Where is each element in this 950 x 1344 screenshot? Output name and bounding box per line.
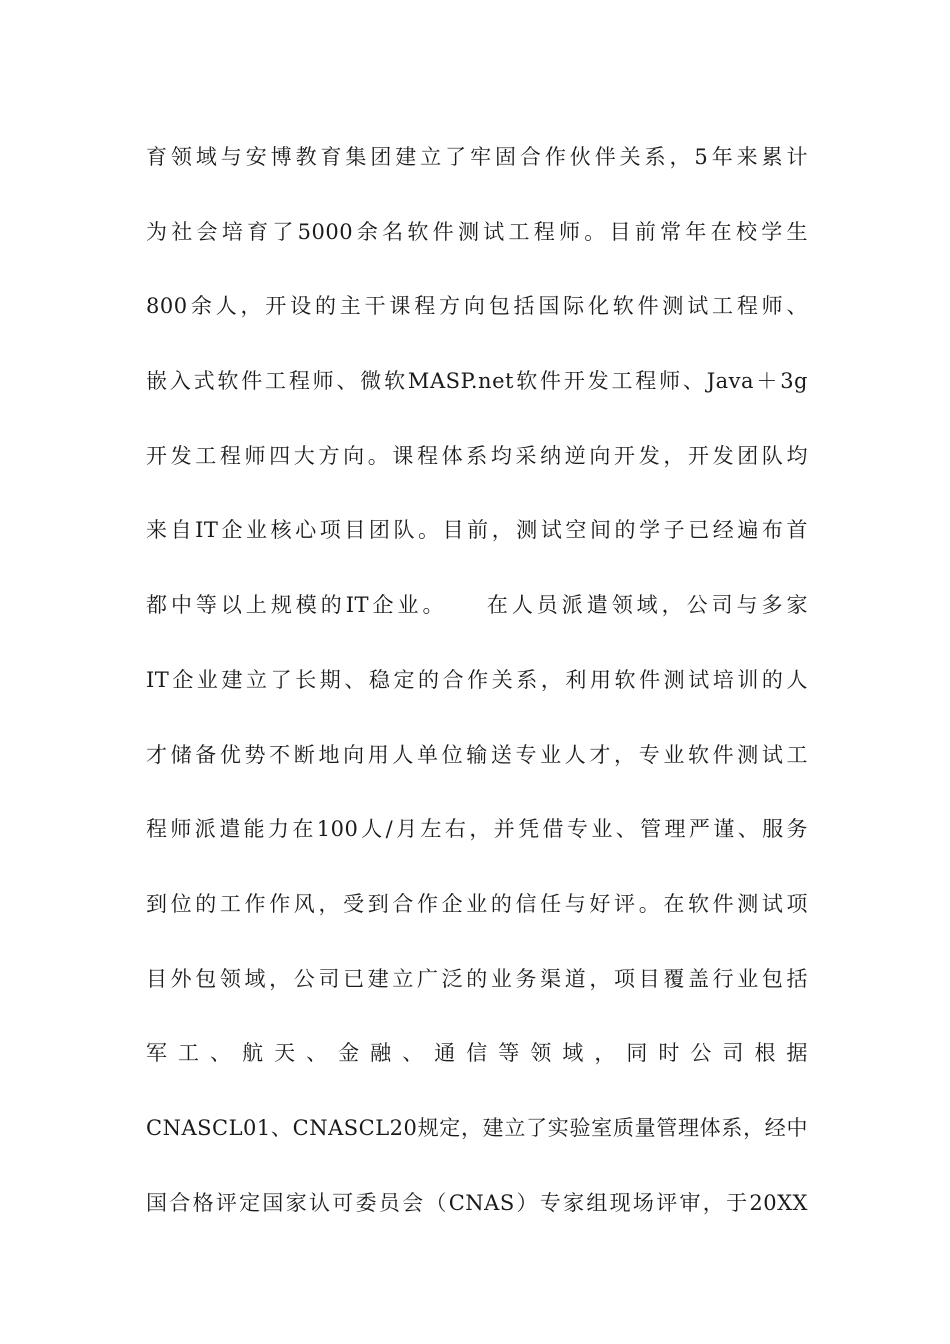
body-text bbox=[146, 135, 808, 1255]
text-line: 为社会培育了5000余名软件测试工程师。目前常年在校学生 bbox=[146, 219, 808, 244]
text-line: 才储备优势不断地向用人单位输送专业人才，专业软件测试工 bbox=[146, 742, 808, 767]
text-line: 嵌入式软件工程师、微软MASP.net软件开发工程师、Java＋3g bbox=[146, 369, 808, 394]
text-line: 开发工程师四大方向。课程体系均采纳逆向开发，开发团队均 bbox=[146, 443, 808, 468]
text-line: 都中等以上规模的IT企业。 在人员派遣领域，公司与多家 bbox=[146, 593, 808, 618]
text-line: 程师派遣能力在100人/月左右，并凭借专业、管理严谨、服务 bbox=[146, 817, 808, 842]
text-line: 国合格评定国家认可委员会（CNAS）专家组现场评审，于20XX bbox=[146, 1190, 808, 1215]
text-line: IT企业建立了长期、稳定的合作关系，利用软件测试培训的人 bbox=[146, 667, 808, 692]
text-line: 到位的工作作风，受到合作企业的信任与好评。在软件测试项 bbox=[146, 891, 808, 916]
text-line: 目外包领域，公司已建立广泛的业务渠道，项目覆盖行业包括 bbox=[146, 966, 808, 991]
text-line: 800余人，开设的主干课程方向包括国际化软件测试工程师、 bbox=[146, 294, 808, 319]
text-line: CNASCL01、CNASCL20规定，建立了实验室质量管理体系，经中 bbox=[146, 1115, 808, 1140]
text-line: 军工、航天、金融、通信等领域，同时公司根据 bbox=[146, 1041, 808, 1066]
text-line: 来自IT企业核心项目团队。目前，测试空间的学子已经遍布首 bbox=[146, 518, 808, 543]
text-line: 育领域与安博教育集团建立了牢固合作伙伴关系，5年来累计 bbox=[146, 145, 808, 169]
